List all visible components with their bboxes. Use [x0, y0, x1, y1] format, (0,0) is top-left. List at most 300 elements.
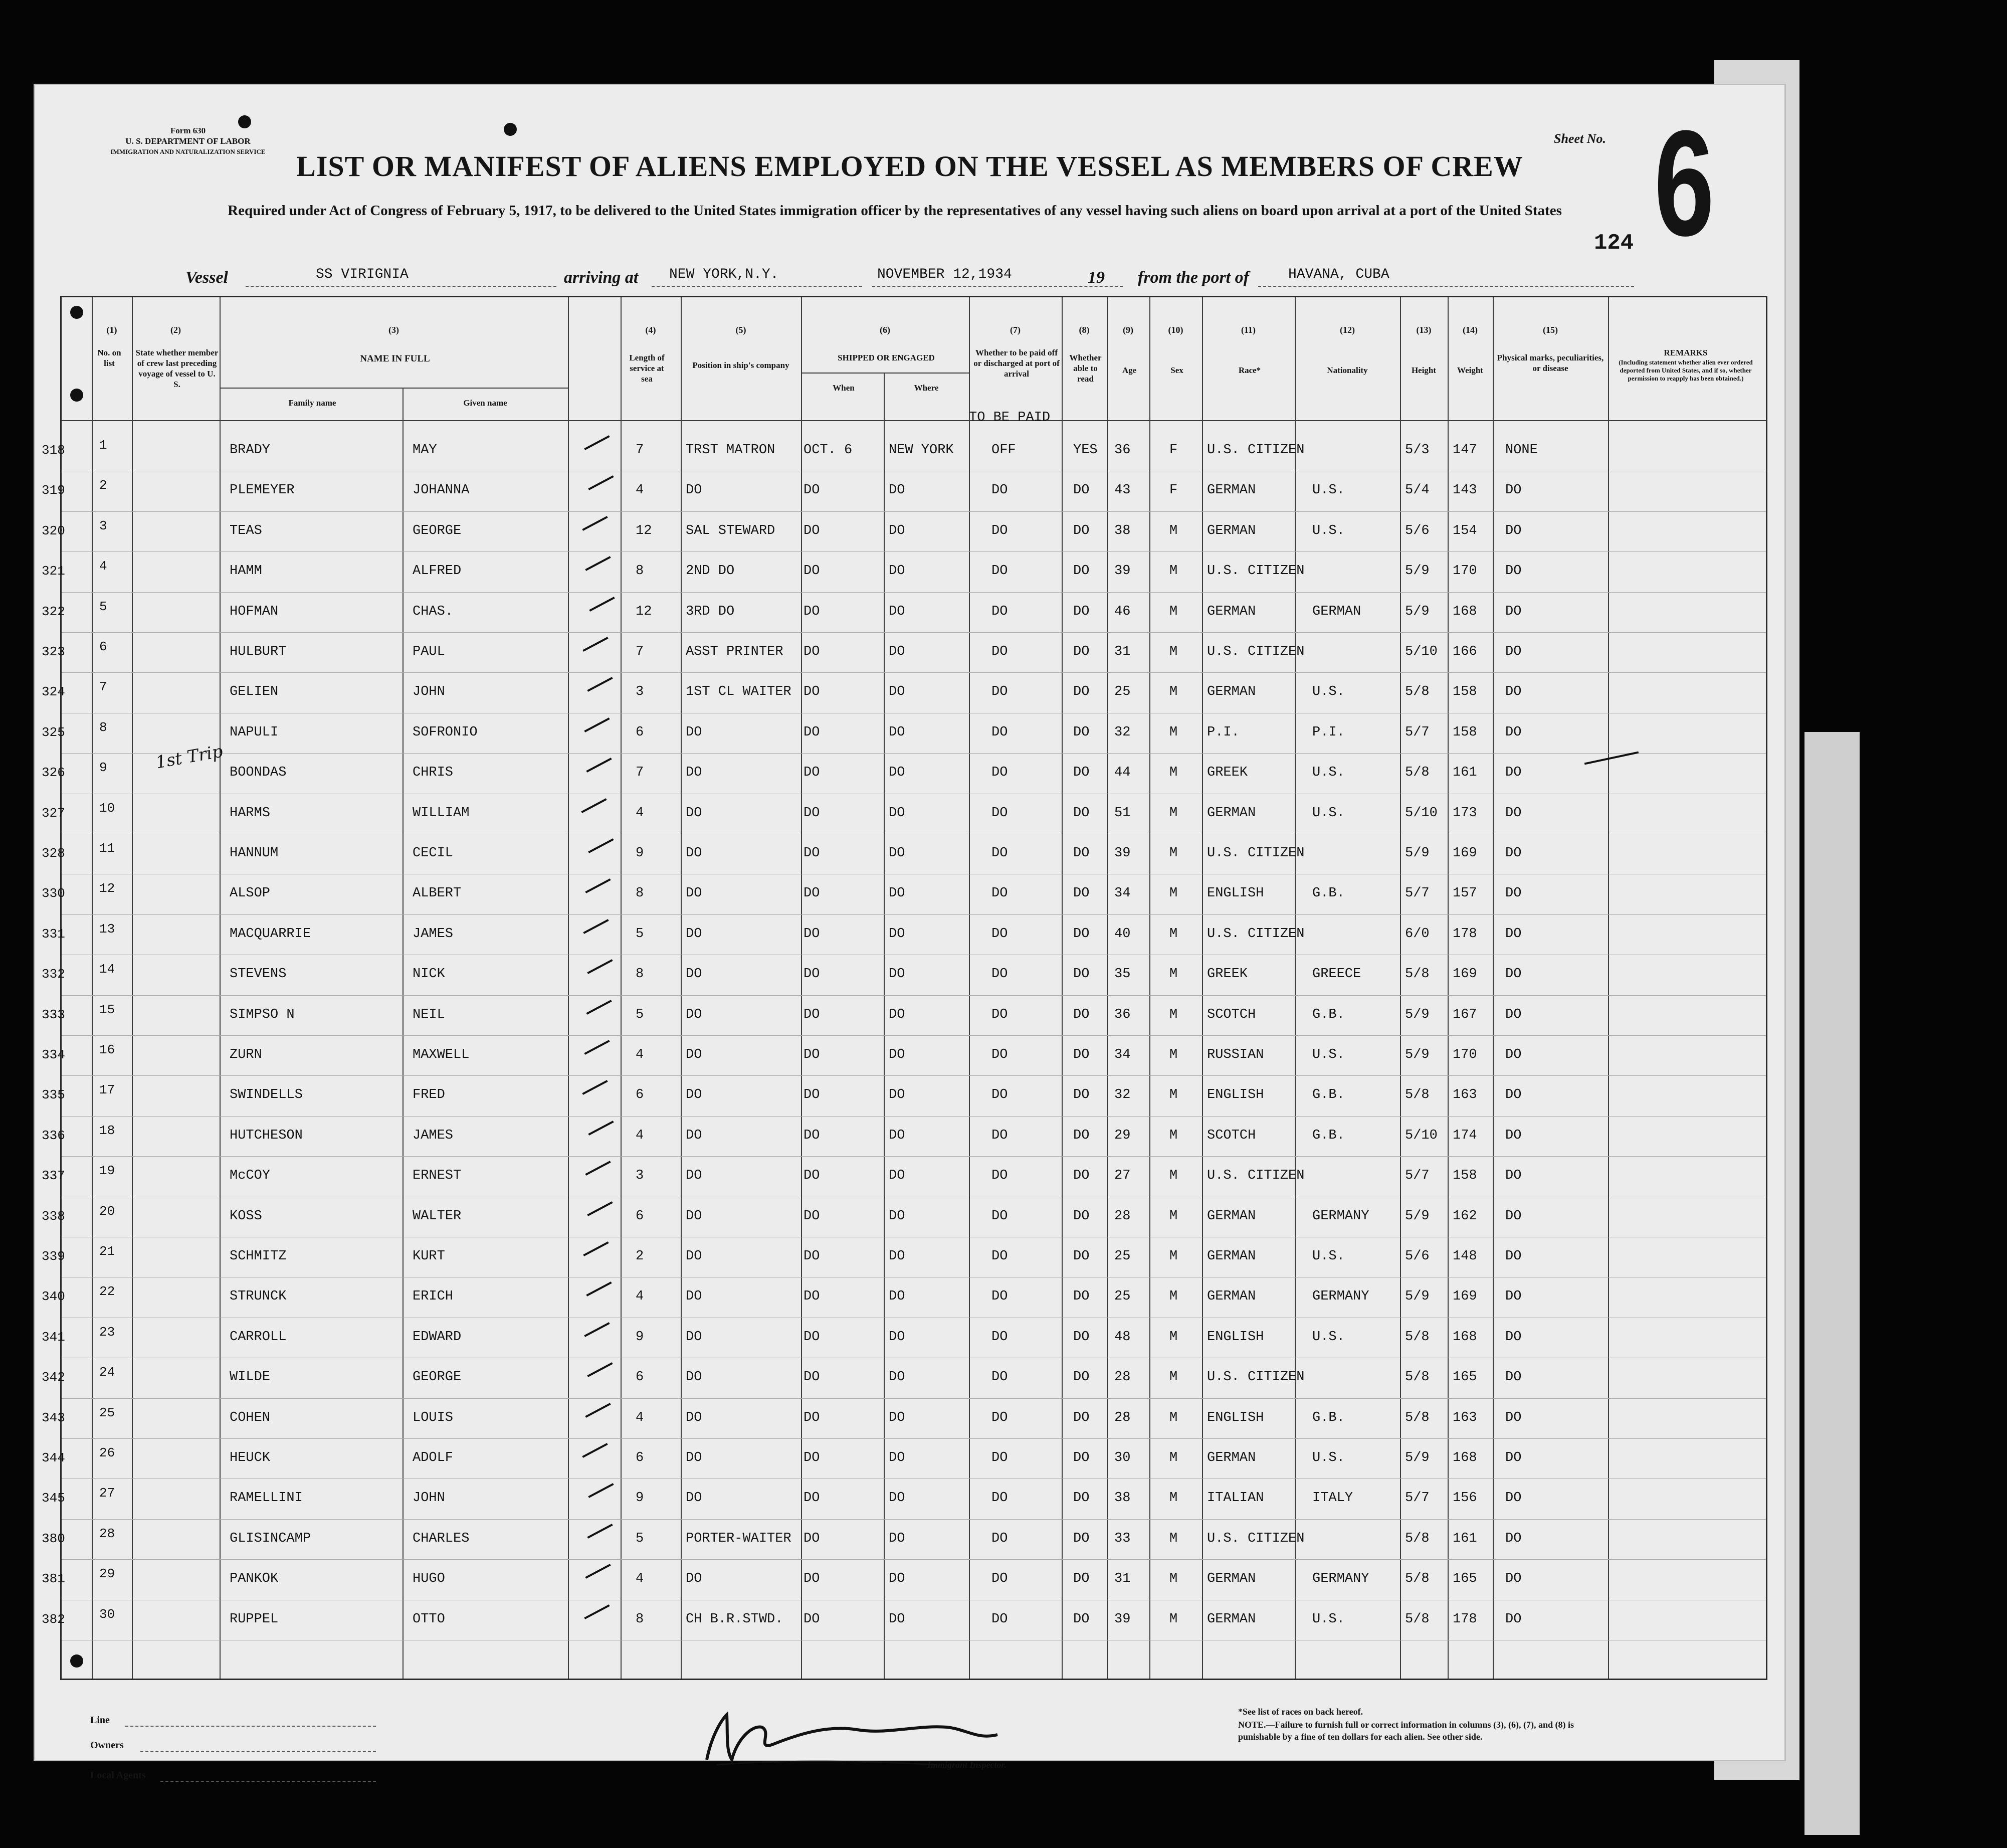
manifest-ref-number: 326 [42, 765, 65, 781]
position-cell: DO [686, 1168, 702, 1184]
row-number: 12 [99, 881, 115, 896]
family-name-cell: TEAS [230, 523, 262, 538]
col-prior-voyage-header: State whether member of crew last preceding voyage of vessel to U. S. [135, 348, 219, 389]
row-number: 3 [99, 518, 107, 533]
shipped-when-cell: DO [804, 1289, 820, 1305]
form-number: Form 630 [170, 126, 206, 135]
family-name-cell: McCOY [230, 1168, 271, 1184]
shipped-where-cell: NEW YORK [889, 443, 954, 458]
sex-cell: M [1169, 724, 1178, 740]
family-name-cell: MACQUARRIE [230, 926, 311, 942]
family-name-cell: HARMS [230, 805, 271, 821]
weight-cell: 157 [1453, 886, 1477, 901]
physical-marks-cell: DO [1505, 1128, 1522, 1143]
age-cell: 39 [1114, 846, 1131, 861]
height-cell: 5/8 [1405, 1370, 1430, 1385]
column-rule [132, 297, 133, 1679]
sex-cell: M [1169, 1450, 1178, 1465]
shipped-where-cell: DO [889, 1329, 905, 1345]
height-cell: 5/9 [1405, 564, 1430, 579]
family-name-cell: SCHMITZ [230, 1249, 287, 1264]
sex-cell: M [1169, 644, 1178, 659]
age-cell: 48 [1114, 1329, 1131, 1345]
shipped-where-cell: DO [889, 644, 905, 659]
physical-marks-cell: DO [1505, 926, 1522, 942]
shipped-where-cell: DO [889, 1410, 905, 1425]
service-length-cell: 4 [636, 1047, 644, 1062]
physical-marks-cell: DO [1505, 1087, 1522, 1103]
check-mark [584, 1040, 610, 1055]
given-name-cell: MAXWELL [413, 1047, 470, 1062]
paid-off-cell: DO [991, 1289, 1008, 1305]
position-cell: DO [686, 967, 702, 982]
sex-cell: M [1169, 684, 1178, 700]
row-number: 10 [99, 800, 115, 816]
weight-cell: 161 [1453, 1531, 1477, 1546]
able-to-read-cell: DO [1073, 1450, 1090, 1465]
weight-cell: 158 [1453, 684, 1477, 700]
line-label: Line [90, 1715, 110, 1726]
shipped-where-cell: DO [889, 1087, 905, 1103]
row-number: 14 [99, 962, 115, 977]
manifest-ref-number: 321 [42, 564, 65, 579]
page-subtitle: Required under Act of Congress of February 5, 1917, to be delivered to the United States immigration officer by the representatives of any vessel having such aliens on board upon arrival at a port of the United States [228, 203, 1562, 219]
weight-cell: 163 [1453, 1087, 1477, 1103]
handwritten-note: 1st Trip [154, 741, 225, 773]
race-cell: ENGLISH [1207, 1329, 1264, 1345]
manifest-ref-number: 318 [42, 443, 65, 458]
department: U. S. DEPARTMENT OF LABOR [125, 136, 251, 146]
given-name-cell: SOFRONIO [413, 724, 478, 740]
row-number: 13 [99, 921, 115, 937]
given-name-cell: PAUL [413, 644, 445, 659]
service-length-cell: 4 [636, 483, 644, 498]
age-cell: 36 [1114, 443, 1131, 458]
row-rule [62, 511, 1766, 512]
physical-marks-cell: DO [1505, 1370, 1522, 1385]
col-family-header: Family name [288, 398, 336, 408]
agents-underline [160, 1781, 376, 1782]
check-mark [588, 1483, 614, 1498]
paid-off-cell: OFF [991, 443, 1016, 458]
given-name-cell: WALTER [413, 1208, 462, 1224]
family-name-cell: PLEMEYER [230, 483, 295, 498]
service-length-cell: 6 [636, 1087, 644, 1103]
race-cell: GREEK [1207, 967, 1248, 982]
age-cell: 28 [1114, 1208, 1131, 1224]
weight-cell: 143 [1453, 483, 1477, 498]
check-mark [582, 1443, 608, 1458]
age-cell: 28 [1114, 1410, 1131, 1425]
family-name-cell: STEVENS [230, 967, 287, 982]
able-to-read-cell: DO [1073, 1208, 1090, 1224]
row-rule [62, 592, 1766, 593]
sex-cell: M [1169, 967, 1178, 982]
shipped-when-cell: DO [804, 846, 820, 861]
shipped-when-cell: DO [804, 1329, 820, 1345]
shipped-where-cell: DO [889, 1491, 905, 1506]
physical-marks-cell: DO [1505, 765, 1522, 781]
sex-cell: M [1169, 1531, 1178, 1546]
height-cell: 5/9 [1405, 604, 1430, 619]
family-name-cell: HANNUM [230, 846, 279, 861]
sex-cell: M [1169, 1007, 1178, 1022]
paid-off-cell: DO [991, 1370, 1008, 1385]
check-mark [585, 1161, 611, 1176]
height-cell: 5/7 [1405, 886, 1430, 901]
row-rule [62, 632, 1766, 633]
shipped-where-cell: DO [889, 1128, 905, 1143]
check-mark [586, 1000, 612, 1015]
col-given-header: Given name [463, 398, 507, 408]
family-name-cell: RUPPEL [230, 1611, 279, 1627]
row-number: 22 [99, 1284, 115, 1300]
row-rule [62, 1116, 1766, 1117]
manifest-ref-number: 342 [42, 1370, 65, 1385]
arrival-port: NEW YORK,N.Y. [669, 267, 779, 282]
weight-cell: 173 [1453, 805, 1477, 821]
manifest-ref-number: 341 [42, 1329, 65, 1345]
race-cell: GERMAN [1207, 604, 1256, 619]
race-cell: U.S. CITIZEN [1207, 1370, 1305, 1385]
manifest-ref-number: 340 [42, 1289, 65, 1305]
service-length-cell: 7 [636, 443, 644, 458]
weight-cell: 168 [1453, 1450, 1477, 1465]
shipped-where-cell: DO [889, 1571, 905, 1587]
check-mark [583, 1241, 609, 1256]
race-cell: P.I. [1207, 724, 1240, 740]
nationality-cell: G.B. [1312, 1007, 1345, 1022]
height-cell: 6/0 [1405, 926, 1430, 942]
shipped-where-cell: DO [889, 1208, 905, 1224]
sex-cell: M [1169, 846, 1178, 861]
paid-off-cell: DO [991, 1168, 1008, 1184]
row-rule [62, 1156, 1766, 1157]
manifest-ref-number: 333 [42, 1007, 65, 1022]
position-cell: DO [686, 805, 702, 821]
row-number: 5 [99, 599, 107, 614]
physical-marks-cell: DO [1505, 846, 1522, 861]
age-cell: 38 [1114, 1491, 1131, 1506]
check-mark [582, 516, 608, 531]
column-rule [92, 297, 93, 1679]
able-to-read-cell: DO [1073, 886, 1090, 901]
row-number: 16 [99, 1042, 115, 1057]
age-cell: 25 [1114, 684, 1131, 700]
able-to-read-cell: DO [1073, 765, 1090, 781]
shipped-when-cell: DO [804, 523, 820, 538]
paid-off-cell: DO [991, 1047, 1008, 1062]
nationality-cell: U.S. [1312, 1249, 1345, 1264]
weight-cell: 161 [1453, 765, 1477, 781]
row-number: 11 [99, 841, 115, 856]
row-rule [62, 753, 1766, 754]
column-rule [1608, 297, 1609, 1679]
physical-marks-cell: DO [1505, 644, 1522, 659]
column-number: (6) [880, 325, 890, 335]
row-rule [62, 1075, 1766, 1076]
race-cell: SCOTCH [1207, 1007, 1256, 1022]
given-name-cell: ERICH [413, 1289, 454, 1305]
family-name-cell: BRADY [230, 443, 271, 458]
shipped-when-cell: DO [804, 684, 820, 700]
nationality-cell: P.I. [1312, 724, 1345, 740]
row-number: 20 [99, 1203, 115, 1219]
row-rule [62, 672, 1766, 673]
weight-cell: 158 [1453, 1168, 1477, 1184]
weight-cell: 163 [1453, 1410, 1477, 1425]
column-number: (12) [1340, 325, 1355, 335]
shipped-where-cell: DO [889, 926, 905, 942]
position-cell: 3RD DO [686, 604, 735, 619]
race-cell: GERMAN [1207, 483, 1256, 498]
paid-off-cell: DO [991, 886, 1008, 901]
paid-off-cell: DO [991, 1450, 1008, 1465]
height-cell: 5/7 [1405, 1168, 1430, 1184]
check-mark [582, 1080, 608, 1095]
given-name-cell: WILLIAM [413, 805, 470, 821]
position-cell: DO [686, 1410, 702, 1425]
sex-cell: M [1169, 765, 1178, 781]
sex-cell: M [1169, 604, 1178, 619]
nationality-cell: U.S. [1312, 765, 1345, 781]
check-mark [584, 1604, 610, 1619]
vessel-label: Vessel [185, 268, 228, 287]
family-name-cell: PANKOK [230, 1571, 279, 1587]
race-cell: U.S. CITIZEN [1207, 564, 1305, 579]
shipped-where-cell: DO [889, 886, 905, 901]
service-length-cell: 3 [636, 1168, 644, 1184]
able-to-read-cell: DO [1073, 724, 1090, 740]
nationality-cell: U.S. [1312, 1611, 1345, 1627]
given-name-cell: CHARLES [413, 1531, 470, 1546]
nationality-cell: GERMAN [1312, 604, 1361, 619]
race-cell: GERMAN [1207, 523, 1256, 538]
paid-off-cell: DO [991, 564, 1008, 579]
paid-off-cell: DO [991, 483, 1008, 498]
shipped-where-cell: DO [889, 1047, 905, 1062]
position-cell: DO [686, 483, 702, 498]
given-name-cell: ADOLF [413, 1450, 454, 1465]
nationality-cell: GREECE [1312, 967, 1361, 982]
nationality-cell: U.S. [1312, 805, 1345, 821]
sex-cell: M [1169, 564, 1178, 579]
race-cell: U.S. CITIZEN [1207, 644, 1305, 659]
shipped-when-cell: DO [804, 604, 820, 619]
given-name-cell: HUGO [413, 1571, 445, 1587]
family-name-cell: STRUNCK [230, 1289, 287, 1305]
nationality-cell: U.S. [1312, 1047, 1345, 1062]
physical-marks-cell: DO [1505, 604, 1522, 619]
sex-cell: M [1169, 1329, 1178, 1345]
given-name-cell: JAMES [413, 926, 454, 942]
check-mark [584, 435, 610, 450]
manifest-ref-number: 338 [42, 1208, 65, 1224]
column-rule [1448, 297, 1449, 1679]
weight-cell: 148 [1453, 1249, 1477, 1264]
paid-off-cell: DO [991, 1531, 1008, 1546]
shipped-where-cell: DO [889, 1168, 905, 1184]
row-number: 25 [99, 1405, 115, 1420]
arriving-underline [652, 286, 862, 287]
paid-off-cell: DO [991, 1491, 1008, 1506]
height-cell: 5/8 [1405, 1531, 1430, 1546]
weight-cell: 156 [1453, 1491, 1477, 1506]
manifest-ref-number: 339 [42, 1249, 65, 1264]
paid-off-cell: DO [991, 1571, 1008, 1587]
column-number: (13) [1416, 325, 1432, 335]
row-number: 29 [99, 1566, 115, 1582]
race-cell: U.S. CITIZEN [1207, 1531, 1305, 1546]
manifest-ref-number: 324 [42, 684, 65, 700]
paid-off-cell: DO [991, 523, 1008, 538]
row-number: 23 [99, 1324, 115, 1340]
year-label: 19 [1088, 268, 1105, 287]
row-number: 28 [99, 1526, 115, 1541]
row-number: 7 [99, 679, 107, 695]
row-number: 9 [99, 760, 107, 776]
service-length-cell: 7 [636, 765, 644, 781]
nationality-cell: GERMANY [1312, 1571, 1369, 1587]
agents-label: Local Agents [90, 1770, 146, 1781]
family-name-cell: ALSOP [230, 886, 271, 901]
check-mark [586, 758, 612, 773]
sex-cell: M [1169, 1168, 1178, 1184]
physical-marks-cell: DO [1505, 1168, 1522, 1184]
position-cell: DO [686, 1491, 702, 1506]
inspector-label: Immigrant Inspector. [927, 1760, 1007, 1770]
physical-marks-cell: DO [1505, 1410, 1522, 1425]
row-number: 24 [99, 1365, 115, 1380]
shipped-where-cell: DO [889, 483, 905, 498]
row-number: 19 [99, 1163, 115, 1179]
height-cell: 5/4 [1405, 483, 1430, 498]
row-number: 8 [99, 719, 107, 735]
paid-off-cell: DO [991, 967, 1008, 982]
family-name-cell: GLISINCAMP [230, 1531, 311, 1546]
physical-marks-cell: DO [1505, 967, 1522, 982]
physical-marks-cell: DO [1505, 886, 1522, 901]
column-rule [1493, 297, 1494, 1679]
service-length-cell: 9 [636, 1491, 644, 1506]
family-name-cell: KOSS [230, 1208, 262, 1224]
port-underline [1258, 286, 1634, 287]
col-height-header: Height [1411, 365, 1437, 375]
shipped-when-cell: DO [804, 1370, 820, 1385]
check-mark [585, 556, 611, 571]
row-number: 26 [99, 1445, 115, 1460]
service-length-cell: 2 [636, 1249, 644, 1264]
column-rule [220, 297, 221, 1679]
family-name-cell: NAPULI [230, 724, 279, 740]
manifest-ref-number: 337 [42, 1168, 65, 1184]
sex-cell: M [1169, 1491, 1178, 1506]
row-rule [62, 1559, 1766, 1560]
manifest-ref-number: 382 [42, 1611, 65, 1627]
able-to-read-cell: DO [1073, 1168, 1090, 1184]
col-nationality-header: Nationality [1327, 365, 1368, 375]
service-length-cell: 8 [636, 564, 644, 579]
header-rule [62, 420, 1766, 421]
check-mark [587, 1201, 613, 1216]
column-number: (11) [1241, 325, 1256, 335]
height-cell: 5/7 [1405, 1491, 1430, 1506]
paid-off-cell: DO [991, 1208, 1008, 1224]
check-mark [585, 1403, 611, 1418]
manifest-ref-number: 327 [42, 805, 65, 821]
physical-marks-cell: DO [1505, 1289, 1522, 1305]
row-number: 15 [99, 1002, 115, 1017]
given-name-cell: FRED [413, 1087, 445, 1103]
sex-cell: M [1169, 523, 1178, 538]
shipped-when-cell: DO [804, 564, 820, 579]
race-cell: GREEK [1207, 765, 1248, 781]
col-paid-off-header: Whether to be paid off or discharged at port of arrival [973, 348, 1060, 379]
given-name-cell: JOHN [413, 684, 445, 700]
physical-marks-cell: DO [1505, 1249, 1522, 1264]
shipped-when-cell: DO [804, 886, 820, 901]
able-to-read-cell: DO [1073, 1249, 1090, 1264]
able-to-read-cell: DO [1073, 1410, 1090, 1425]
given-name-cell: GEORGE [413, 1370, 462, 1385]
sex-cell: M [1169, 1370, 1178, 1385]
height-cell: 5/6 [1405, 1249, 1430, 1264]
position-cell: DO [686, 1249, 702, 1264]
position-cell: DO [686, 1329, 702, 1345]
physical-marks-cell: DO [1505, 1208, 1522, 1224]
paid-off-cell: DO [991, 1128, 1008, 1143]
shipped-when-cell: DO [804, 1249, 820, 1264]
race-cell: GERMAN [1207, 1289, 1256, 1305]
physical-marks-cell: NONE [1505, 443, 1538, 458]
nationality-cell: G.B. [1312, 1087, 1345, 1103]
race-cell: GERMAN [1207, 1450, 1256, 1465]
crew-table [42, 296, 1767, 1680]
check-mark [587, 677, 613, 692]
column-rule [1295, 297, 1296, 1679]
col-age-header: Age [1122, 365, 1137, 375]
given-name-cell: NICK [413, 967, 445, 982]
shipped-when-cell: DO [804, 1047, 820, 1062]
manifest-ref-number: 345 [42, 1491, 65, 1506]
column-rule [1107, 297, 1108, 1679]
weight-cell: 147 [1453, 443, 1477, 458]
age-cell: 43 [1114, 483, 1131, 498]
age-cell: 46 [1114, 604, 1131, 619]
physical-marks-cell: DO [1505, 1007, 1522, 1022]
given-name-cell: ALBERT [413, 886, 462, 901]
age-cell: 51 [1114, 805, 1131, 821]
nationality-cell: G.B. [1312, 1410, 1345, 1425]
row-rule [62, 1398, 1766, 1399]
age-cell: 33 [1114, 1531, 1131, 1546]
sex-cell: F [1169, 483, 1178, 498]
height-cell: 5/9 [1405, 1208, 1430, 1224]
position-cell: PORTER-WAITER [686, 1531, 791, 1546]
race-cell: ITALIAN [1207, 1491, 1264, 1506]
age-cell: 32 [1114, 1087, 1131, 1103]
arriving-label: arriving at [564, 268, 639, 287]
shipped-where-cell: DO [889, 523, 905, 538]
paid-off-cell: DO [991, 724, 1008, 740]
position-cell: ASST PRINTER [686, 644, 783, 659]
service-length-cell: 4 [636, 1571, 644, 1587]
row-rule [62, 914, 1766, 915]
service-length-cell: 12 [636, 523, 652, 538]
weight-cell: 165 [1453, 1571, 1477, 1587]
service-length-cell: 4 [636, 1410, 644, 1425]
service-length-cell: 8 [636, 1611, 644, 1627]
